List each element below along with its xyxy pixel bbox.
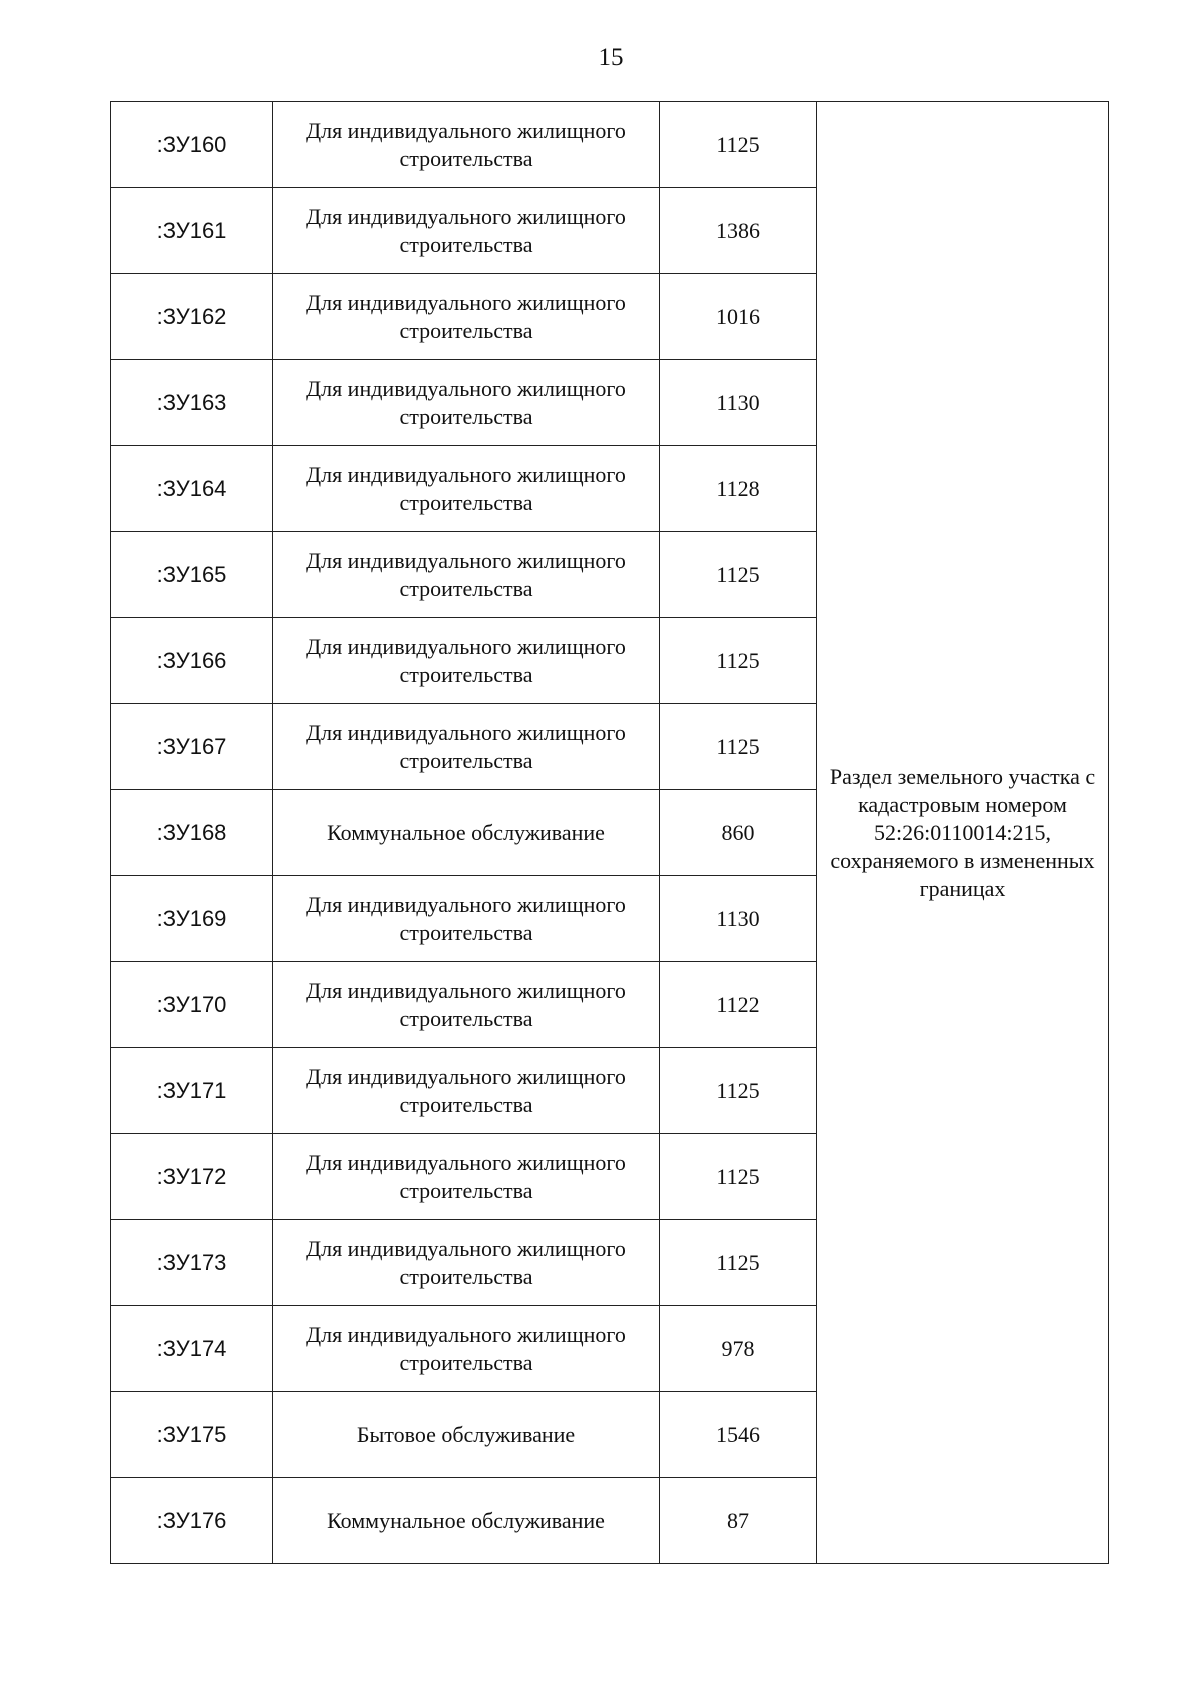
- permitted-use-cell: Коммунальное обслуживание: [273, 790, 660, 876]
- plot-id-cell: :ЗУ164: [111, 446, 273, 532]
- permitted-use-cell: Для индивидуального жилищного строительства: [273, 618, 660, 704]
- permitted-use-cell: Для индивидуального жилищного строительства: [273, 274, 660, 360]
- table-body: [111, 102, 1109, 1564]
- permitted-use-cell: Для индивидуального жилищного строительства: [273, 962, 660, 1048]
- permitted-use-cell: Для индивидуального жилищного строительства: [273, 1048, 660, 1134]
- table-row: [111, 102, 1109, 188]
- area-cell: 1125: [660, 1220, 817, 1306]
- plot-id-cell: :ЗУ170: [111, 962, 273, 1048]
- plot-id-cell: :ЗУ169: [111, 876, 273, 962]
- area-cell: 1546: [660, 1392, 817, 1478]
- plot-id-cell: :ЗУ161: [111, 188, 273, 274]
- plot-id-cell: :ЗУ167: [111, 704, 273, 790]
- plot-id-cell: :ЗУ166: [111, 618, 273, 704]
- plot-id-cell: :ЗУ175: [111, 1392, 273, 1478]
- area-cell: 1122: [660, 962, 817, 1048]
- plot-id-cell: :ЗУ168: [111, 790, 273, 876]
- plot-id-cell: :ЗУ176: [111, 1478, 273, 1564]
- area-cell: 1130: [660, 876, 817, 962]
- permitted-use-cell: Для индивидуального жилищного строительства: [273, 532, 660, 618]
- page-number: 15: [598, 44, 624, 71]
- permitted-use-cell: Для индивидуального жилищного строительства: [273, 360, 660, 446]
- permitted-use-cell: Для индивидуального жилищного строительства: [273, 704, 660, 790]
- area-cell: 860: [660, 790, 817, 876]
- plot-id-cell: :ЗУ163: [111, 360, 273, 446]
- plot-id-cell: :ЗУ171: [111, 1048, 273, 1134]
- plot-id-cell: :ЗУ173: [111, 1220, 273, 1306]
- area-cell: 87: [660, 1478, 817, 1564]
- area-cell: 1125: [660, 1134, 817, 1220]
- permitted-use-cell: Для индивидуального жилищного строительства: [273, 876, 660, 962]
- area-cell: 978: [660, 1306, 817, 1392]
- permitted-use-cell: Для индивидуального жилищного строительства: [273, 1134, 660, 1220]
- plot-id-cell: :ЗУ172: [111, 1134, 273, 1220]
- land-plots-table: [110, 101, 1109, 1564]
- permitted-use-cell: Для индивидуального жилищного строительства: [273, 1220, 660, 1306]
- permitted-use-cell: Для индивидуального жилищного строительства: [273, 446, 660, 532]
- area-cell: 1125: [660, 1048, 817, 1134]
- plot-id-cell: :ЗУ160: [111, 102, 273, 188]
- area-cell: 1386: [660, 188, 817, 274]
- plot-id-cell: :ЗУ162: [111, 274, 273, 360]
- permitted-use-cell: Для индивидуального жилищного строительства: [273, 1306, 660, 1392]
- plot-id-cell: :ЗУ165: [111, 532, 273, 618]
- permitted-use-cell: Для индивидуального жилищного строительства: [273, 188, 660, 274]
- permitted-use-cell: Бытовое обслуживание: [273, 1392, 660, 1478]
- formation-method-cell: Раздел земельного участка с кадастровым номером 52:26:0110014:215, сохраняемого в измененных границах: [817, 102, 1109, 1564]
- area-cell: 1125: [660, 532, 817, 618]
- area-cell: 1125: [660, 704, 817, 790]
- permitted-use-cell: Коммунальное обслуживание: [273, 1478, 660, 1564]
- area-cell: 1125: [660, 102, 817, 188]
- area-cell: 1125: [660, 618, 817, 704]
- area-cell: 1128: [660, 446, 817, 532]
- area-cell: 1016: [660, 274, 817, 360]
- plot-id-cell: :ЗУ174: [111, 1306, 273, 1392]
- permitted-use-cell: Для индивидуального жилищного строительства: [273, 102, 660, 188]
- area-cell: 1130: [660, 360, 817, 446]
